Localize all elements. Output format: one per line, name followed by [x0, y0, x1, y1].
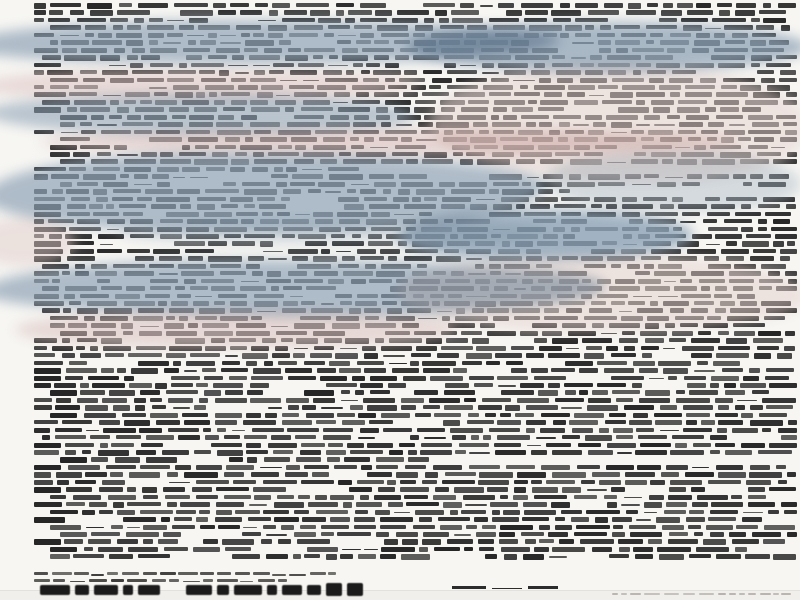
caption-faint [612, 593, 797, 599]
footer-title-glyph [307, 585, 321, 595]
note-line-1 [34, 572, 348, 578]
footer-rule-mark [492, 588, 522, 589]
footer-title-glyph [40, 585, 70, 595]
footer-rule-mark [452, 586, 486, 589]
footer-title-glyph [282, 585, 302, 595]
footer-title-glyph [267, 585, 277, 595]
footer-title-glyph [347, 583, 363, 596]
footer-rule-mark [528, 586, 558, 589]
footer-title-glyph [75, 585, 89, 595]
footer-title-glyph [217, 585, 229, 595]
footer-title-glyph [123, 585, 133, 595]
footer-title-glyph [138, 585, 160, 595]
footer-title-glyph [234, 585, 262, 595]
footer-title-glyph [94, 585, 118, 595]
footer-title-glyph [186, 585, 212, 595]
footer-title-glyph [326, 583, 342, 596]
note-line-2 [34, 579, 290, 585]
